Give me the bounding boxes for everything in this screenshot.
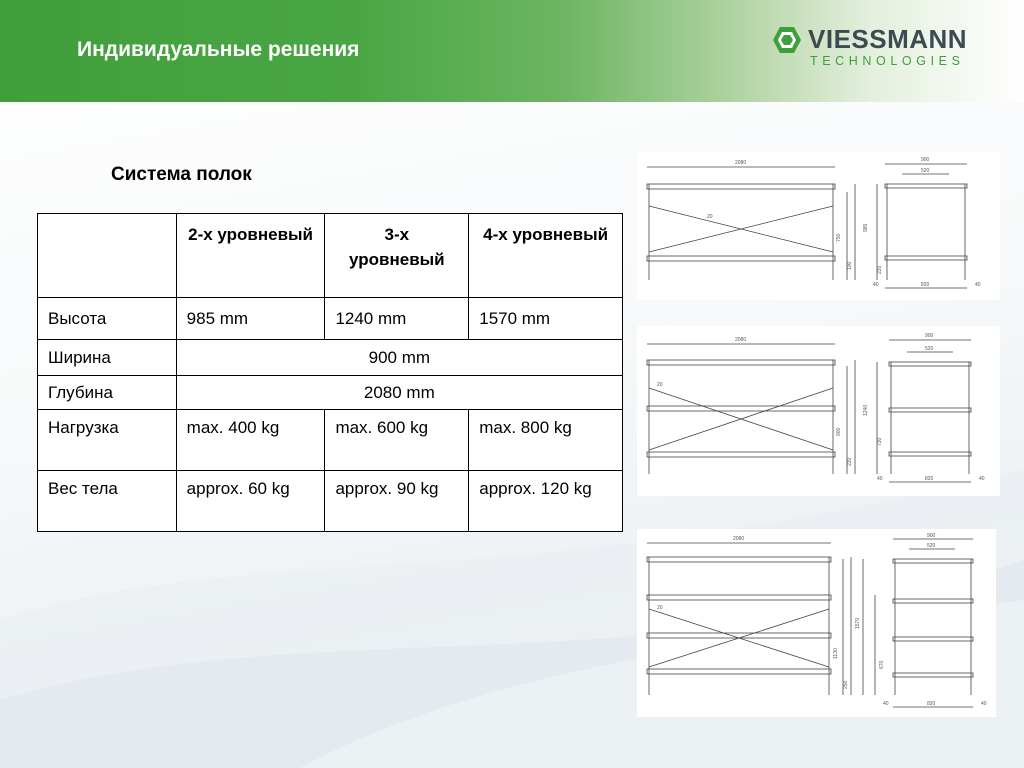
table-header-3-level: 3-х уровневый: [325, 214, 469, 298]
table-header-empty: [38, 214, 177, 298]
shelf-drawing-svg: [637, 152, 1000, 300]
logo-name: VIESSMANN: [808, 24, 968, 54]
dim-foot: 250: [843, 680, 849, 689]
cell-value: 985 mm: [176, 298, 325, 340]
dim-angle: 20: [657, 382, 663, 388]
dim-inner: 820: [925, 476, 934, 482]
drawing-3-level-shelf: [637, 326, 1000, 496]
dim-mid: 900: [836, 427, 842, 436]
cell-value: 1570 mm: [469, 298, 623, 340]
cell-value: max. 800 kg: [469, 410, 623, 471]
logo-subtitle: TECHNOLOGIES: [810, 54, 965, 68]
table-row-weight: [38, 471, 623, 532]
dim-side: 40: [981, 701, 987, 707]
shelf-drawing-svg: [637, 326, 1000, 496]
dim-low: 730: [877, 437, 883, 446]
section-title: Система полок: [111, 164, 252, 185]
cell-value: approx. 90 kg: [325, 471, 469, 532]
row-label: Высота: [38, 298, 177, 340]
dim-total: 1570: [855, 617, 861, 629]
dim-inner-top: 520: [921, 168, 930, 174]
dim-length: 2080: [735, 337, 747, 343]
drawing-2-level-shelf: [637, 152, 1000, 300]
dim-length: 2080: [733, 536, 745, 542]
drawing-4-level-shelf: [637, 529, 996, 717]
viessmann-logo: [772, 24, 984, 70]
table-row-height: [38, 298, 623, 340]
row-label: Нагрузка: [38, 410, 177, 471]
dim-width: 900: [927, 533, 936, 539]
cell-value: approx. 120 kg: [469, 471, 623, 532]
table-row-depth: [38, 376, 623, 410]
dim-length: 2080: [735, 160, 747, 166]
dim-angle: 20: [707, 214, 713, 220]
dim-side: 40: [877, 476, 883, 482]
dim-angle: 20: [657, 605, 663, 611]
table-header-2-level: 2-х уровневый: [176, 214, 325, 298]
cell-value: max. 400 kg: [176, 410, 325, 471]
dim-foot: 100: [847, 261, 853, 270]
dim-low: 220: [877, 265, 883, 274]
cell-value: approx. 60 kg: [176, 471, 325, 532]
table-row-width: [38, 340, 623, 376]
shelf-drawing-svg: [637, 529, 996, 717]
dim-mid: 750: [836, 233, 842, 242]
dim-side: 40: [975, 282, 981, 288]
hexagon-logo-icon: [772, 26, 802, 54]
table-row-load: [38, 410, 623, 471]
dim-low: 670: [879, 660, 885, 669]
page-title: Индивидуальные решения: [77, 38, 360, 61]
table-header-4-level: 4-х уровневый: [469, 214, 623, 298]
dim-total: 985: [863, 223, 869, 232]
cell-value: 1240 mm: [325, 298, 469, 340]
dim-side: 40: [979, 476, 985, 482]
row-label: Ширина: [38, 340, 177, 376]
dim-inner: 820: [927, 701, 936, 707]
cell-value: max. 600 kg: [325, 410, 469, 471]
row-label: Глубина: [38, 376, 177, 410]
dim-inner-top: 520: [925, 346, 934, 352]
cell-value: 2080 mm: [176, 376, 622, 410]
table-header-row: [38, 214, 623, 298]
dim-width: 900: [925, 333, 934, 339]
dim-width: 900: [921, 157, 930, 163]
dim-inner-top: 520: [927, 543, 936, 549]
dim-inner: 820: [921, 282, 930, 288]
cell-value: 900 mm: [176, 340, 622, 376]
dim-side: 40: [873, 282, 879, 288]
header-bar: [0, 0, 1024, 102]
dim-side: 40: [883, 701, 889, 707]
dim-foot: 220: [847, 457, 853, 466]
dim-total: 1240: [863, 404, 869, 416]
spec-table: [37, 213, 623, 532]
dim-mid: 1130: [833, 648, 839, 659]
row-label: Вес тела: [38, 471, 177, 532]
